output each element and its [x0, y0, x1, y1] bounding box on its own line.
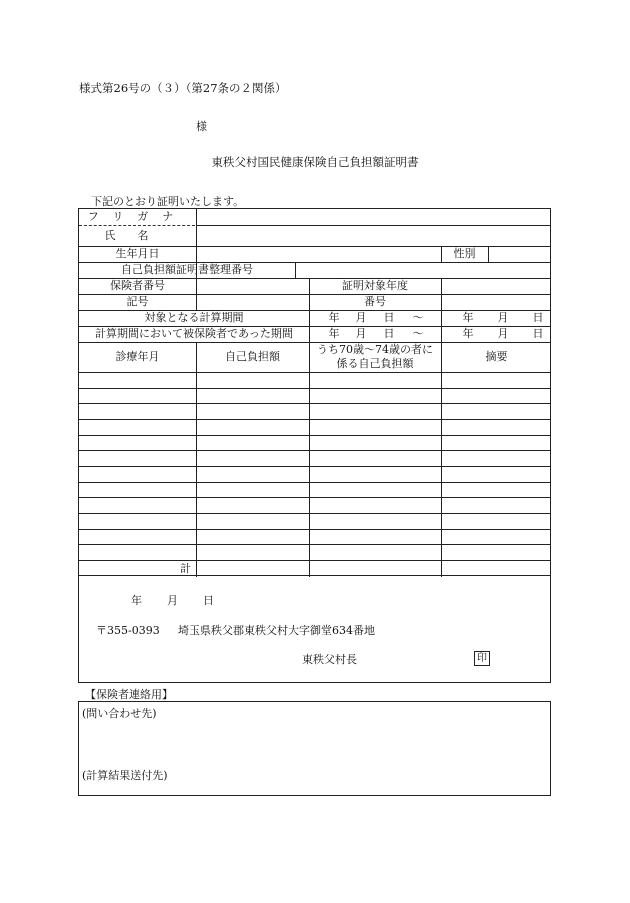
certificate-table [78, 208, 551, 576]
col-self-pay: 自己負担額 [225, 350, 280, 364]
mayor-title: 東秩父村長 [302, 653, 357, 666]
issue-date: 年 月 日 [131, 594, 215, 607]
calc-to-year: 年 [462, 311, 474, 325]
cert-number-label: 自己負担額証明書整理番号 [121, 263, 253, 277]
target-year-label: 証明対象年度 [342, 279, 408, 293]
addressee-suffix: 様 [196, 120, 207, 133]
calc-tilde: ～ [412, 311, 424, 325]
insurer-number-label: 保険者番号 [110, 279, 165, 293]
calc-from-month: 月 [355, 311, 367, 325]
address: 埼玉県秩父郡東秩父村大字御堂634番地 [178, 624, 375, 637]
total-label: 計 [180, 561, 191, 575]
seal-mark: 印 [474, 651, 490, 666]
calc-to-day: 日 [532, 311, 544, 325]
send-to-label: (計算結果送付先) [82, 769, 168, 782]
signature-section [78, 575, 551, 683]
col-70-74: うち70歳～74歳の者に係る自己負担額 [317, 343, 433, 370]
name-label: 氏名 [104, 228, 171, 242]
postal-code: 〒355-0393 [96, 624, 160, 637]
calc-from-day: 日 [383, 311, 395, 325]
intro-text: 下記のとおり証明いたします。 [91, 195, 245, 208]
document-title: 東秩父村国民健康保険自己負担額証明書 [211, 155, 419, 169]
insurer-contact-box [78, 701, 551, 796]
col-treatment-month: 診療年月 [115, 350, 160, 364]
calc-period-label: 対象となる計算期間 [144, 311, 244, 325]
col-remarks: 摘要 [485, 350, 508, 364]
calc-to-month: 月 [497, 311, 509, 325]
number-label: 番号 [364, 295, 386, 309]
insured-from-day: 日 [383, 327, 395, 341]
calc-from-year: 年 [328, 311, 340, 325]
symbol-label: 記号 [126, 295, 149, 309]
furigana-label: フリガナ [87, 210, 188, 224]
insured-tilde: ～ [412, 327, 424, 341]
insured-to-day: 日 [532, 327, 544, 341]
inquiry-label: (問い合わせ先) [82, 707, 157, 720]
insured-to-month: 月 [497, 327, 509, 341]
insured-period-label: 計算期間において被保険者であった期間 [95, 327, 293, 341]
insured-from-year: 年 [328, 327, 340, 341]
sex-label: 性別 [453, 247, 476, 261]
form-number: 様式第26号の（３）（第27条の２関係） [79, 81, 287, 95]
insured-from-month: 月 [355, 327, 367, 341]
insurer-section-label: 【保険者連絡用】 [85, 688, 173, 701]
insured-to-year: 年 [462, 327, 474, 341]
birthdate-label: 生年月日 [115, 247, 160, 261]
